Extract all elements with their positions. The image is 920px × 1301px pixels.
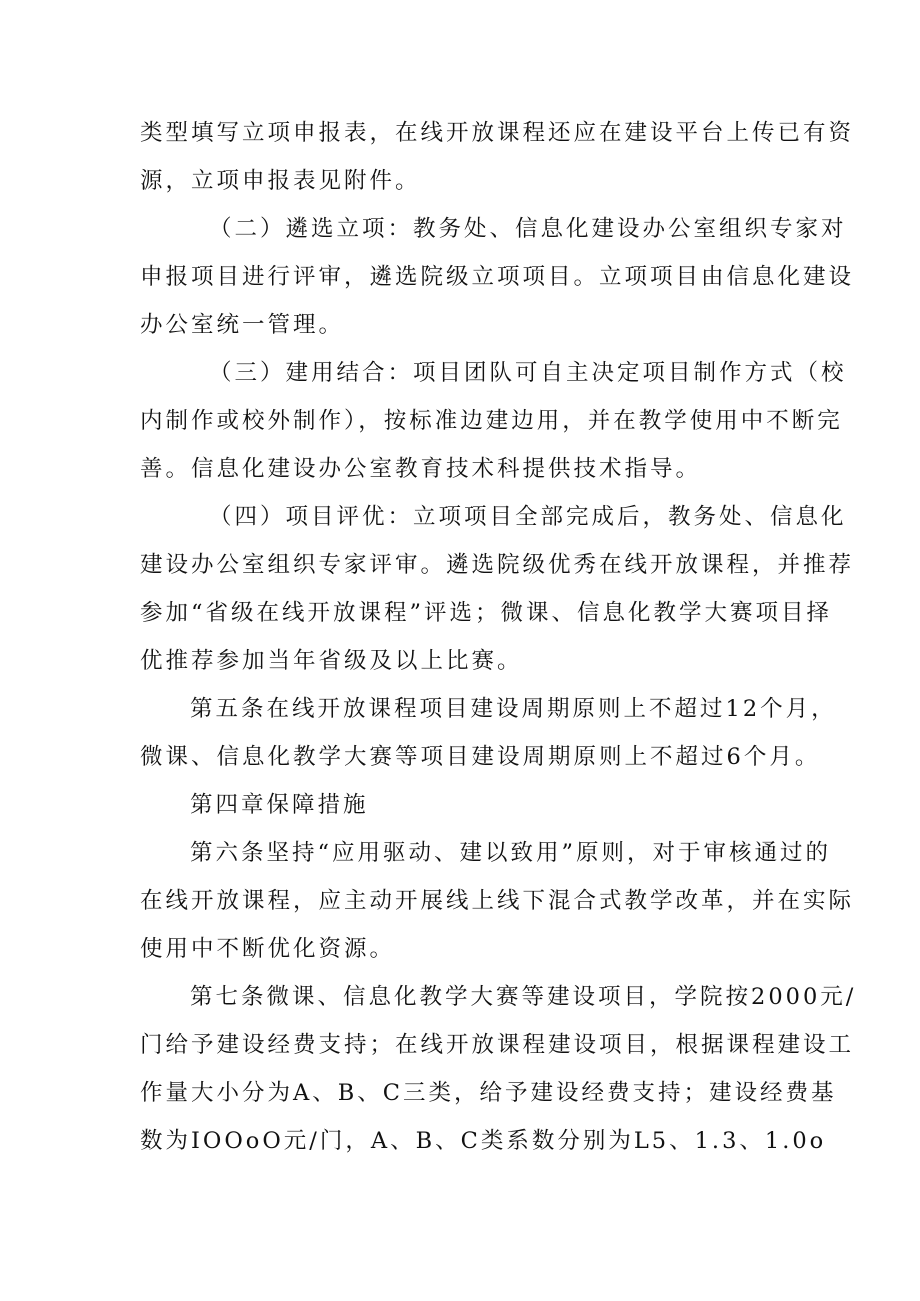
chapter-heading: 第四章保障措施 (190, 792, 369, 818)
text-line: 办公室统一管理。 (140, 312, 345, 338)
text-line: 建设办公室组织专家评审。遴选院级优秀在线开放课程，并推荐 (140, 552, 855, 578)
text-line: 第五条在线开放课程项目建设周期原则上不超过12个月， (190, 696, 837, 722)
text-line: 参加“省级在线开放课程”评选；微课、信息化教学大赛项目择 (140, 600, 833, 626)
text-line: （四）项目评优：立项项目全部完成后，教务处、信息化 (209, 504, 847, 530)
text-line: 使用中不断优化资源。 (140, 936, 396, 962)
text-line: 源，立项申报表见附件。 (140, 168, 421, 194)
text-line: 类型填写立项申报表，在线开放课程还应在建设平台上传已有资 (140, 120, 855, 146)
text-line: 内制作或校外制作），按标准边建边用，并在教学使用中不断完 (140, 408, 843, 434)
text-line: 数为IOOoO元/门，A、B、C类系数分别为L5、1.3、1.0o (140, 1128, 827, 1154)
text-line: 第六条坚持“应用驱动、建以致用”原则，对于审核通过的 (190, 840, 832, 866)
text-line: 微课、信息化教学大赛等项目建设周期原则上不超过6个月。 (140, 744, 821, 770)
text-line: 门给予建设经费支持；在线开放课程建设项目，根据课程建设工 (140, 1032, 855, 1058)
text-line: （三）建用结合：项目团队可自主决定项目制作方式（校 (209, 360, 847, 386)
text-line: 申报项目进行评审，遴选院级立项项目。立项项目由信息化建设 (140, 264, 855, 290)
text-line: 优推荐参加当年省级及以上比赛。 (140, 648, 523, 674)
text-line: （二）遴选立项：教务处、信息化建设办公室组织专家对 (209, 216, 847, 242)
text-line: 善。信息化建设办公室教育技术科提供技术指导。 (140, 456, 702, 482)
text-line: 在线开放课程，应主动开展线上线下混合式教学改革，并在实际 (140, 888, 855, 914)
text-line: 作量大小分为A、B、C三类，给予建设经费支持；建设经费基 (140, 1080, 837, 1106)
text-line: 第七条微课、信息化教学大赛等建设项目，学院按2000元/ (190, 984, 857, 1010)
